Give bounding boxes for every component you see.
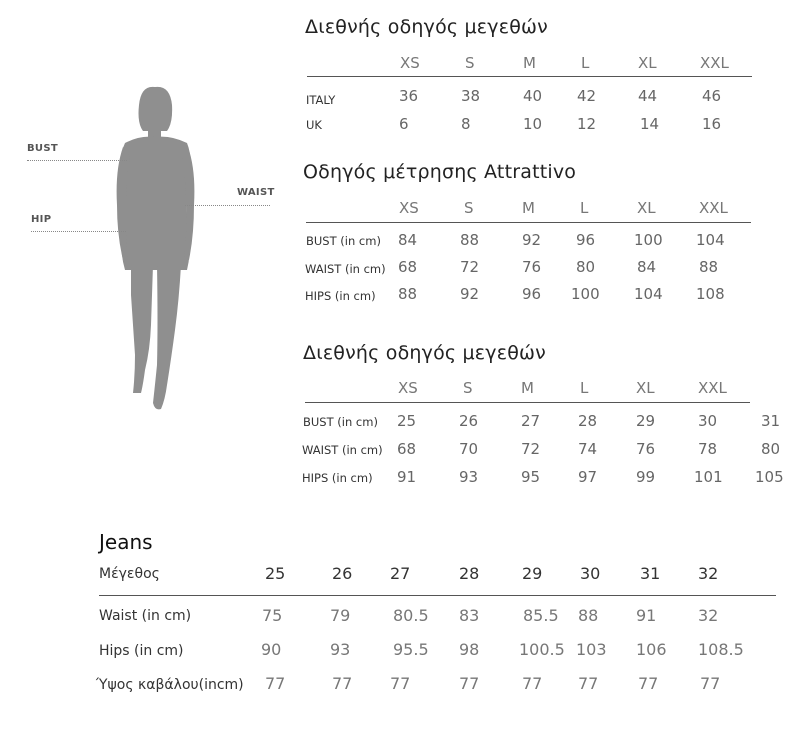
table-cell: 26 bbox=[459, 412, 479, 430]
table-cell: 99 bbox=[636, 468, 656, 486]
header-divider bbox=[307, 76, 752, 77]
table-title: Οδηγός μέτρησης Attrattivo bbox=[303, 161, 577, 183]
column-header: XS bbox=[400, 54, 420, 72]
table-cell: 46 bbox=[702, 87, 722, 105]
table-cell: 104 bbox=[696, 231, 725, 249]
column-header: L bbox=[580, 199, 589, 217]
table-cell: 84 bbox=[398, 231, 418, 249]
size-header-label: Μέγεθος bbox=[99, 566, 160, 582]
table-cell: 80.5 bbox=[393, 606, 429, 625]
header-divider bbox=[305, 402, 750, 403]
body-silhouette-image bbox=[95, 85, 220, 415]
table-cell: 16 bbox=[702, 115, 722, 133]
table-cell: 77 bbox=[459, 674, 480, 693]
table-cell: 28 bbox=[578, 412, 598, 430]
row-label: HIPS (in cm) bbox=[305, 289, 376, 303]
table-cell: 92 bbox=[522, 231, 542, 249]
table-cell: 44 bbox=[638, 87, 658, 105]
table-cell: 97 bbox=[578, 468, 598, 486]
column-header: XL bbox=[638, 54, 657, 72]
table-cell: 78 bbox=[698, 440, 718, 458]
table-cell: 88 bbox=[578, 606, 599, 625]
table-cell: 98 bbox=[459, 640, 480, 659]
column-header: XL bbox=[636, 379, 655, 397]
table-cell: 100 bbox=[571, 285, 600, 303]
table-cell: 10 bbox=[523, 115, 543, 133]
table-cell: 42 bbox=[577, 87, 597, 105]
row-label: BUST (in cm) bbox=[306, 234, 381, 248]
column-header: S bbox=[463, 379, 473, 397]
row-label: ITALY bbox=[306, 93, 336, 107]
table-cell: 88 bbox=[460, 231, 480, 249]
table-cell: 32 bbox=[698, 606, 719, 625]
table-cell: 90 bbox=[261, 640, 282, 659]
table-cell: 88 bbox=[699, 258, 719, 276]
column-header: M bbox=[522, 199, 535, 217]
row-label: Waist (in cm) bbox=[99, 608, 192, 624]
column-header: 25 bbox=[265, 564, 286, 583]
table-cell: 77 bbox=[638, 674, 659, 693]
hip-marker-label: HIP bbox=[31, 214, 52, 225]
column-header: 27 bbox=[390, 564, 411, 583]
table-cell: 70 bbox=[459, 440, 479, 458]
table-cell: 77 bbox=[700, 674, 721, 693]
hip-marker-line bbox=[31, 231, 126, 232]
table-cell: 105 bbox=[755, 468, 784, 486]
column-header: XS bbox=[398, 379, 418, 397]
table-cell: 80 bbox=[761, 440, 781, 458]
table-cell: 77 bbox=[578, 674, 599, 693]
table-cell: 8 bbox=[461, 115, 471, 133]
table-cell: 108.5 bbox=[698, 640, 744, 659]
table-cell: 29 bbox=[636, 412, 656, 430]
table-cell: 36 bbox=[399, 87, 419, 105]
table-cell: 91 bbox=[397, 468, 417, 486]
table-cell: 40 bbox=[523, 87, 543, 105]
table-cell: 68 bbox=[397, 440, 417, 458]
table-cell: 77 bbox=[265, 674, 286, 693]
table-cell: 106 bbox=[636, 640, 667, 659]
column-header: 30 bbox=[580, 564, 601, 583]
table-cell: 91 bbox=[636, 606, 657, 625]
table-cell: 103 bbox=[576, 640, 607, 659]
table-cell: 80 bbox=[576, 258, 596, 276]
row-label: WAIST (in cm) bbox=[302, 443, 383, 457]
column-header: XXL bbox=[699, 199, 728, 217]
column-header: 31 bbox=[640, 564, 661, 583]
table-cell: 77 bbox=[390, 674, 411, 693]
column-header: 29 bbox=[522, 564, 543, 583]
table-cell: 96 bbox=[522, 285, 542, 303]
bust-marker-label: BUST bbox=[27, 143, 58, 154]
column-header: XL bbox=[637, 199, 656, 217]
table-cell: 100.5 bbox=[519, 640, 565, 659]
table-cell: 27 bbox=[521, 412, 541, 430]
table-cell: 14 bbox=[640, 115, 660, 133]
table-cell: 101 bbox=[694, 468, 723, 486]
header-divider bbox=[99, 595, 776, 596]
table-cell: 104 bbox=[634, 285, 663, 303]
table-cell: 74 bbox=[578, 440, 598, 458]
table-cell: 76 bbox=[636, 440, 656, 458]
table-cell: 25 bbox=[397, 412, 417, 430]
row-label: Hips (in cm) bbox=[99, 643, 184, 659]
column-header: XXL bbox=[698, 379, 727, 397]
table-cell: 100 bbox=[634, 231, 663, 249]
row-label: WAIST (in cm) bbox=[305, 262, 386, 276]
column-header: S bbox=[465, 54, 475, 72]
table-cell: 108 bbox=[696, 285, 725, 303]
waist-marker-line bbox=[185, 205, 270, 206]
row-label: BUST (in cm) bbox=[303, 415, 378, 429]
table-cell: 83 bbox=[459, 606, 480, 625]
row-label: HIPS (in cm) bbox=[302, 471, 373, 485]
table-cell: 79 bbox=[330, 606, 351, 625]
table-cell: 6 bbox=[399, 115, 409, 133]
table-cell: 77 bbox=[522, 674, 543, 693]
column-header: M bbox=[521, 379, 534, 397]
column-header: L bbox=[581, 54, 590, 72]
table-cell: 31 bbox=[761, 412, 781, 430]
table-cell: 30 bbox=[698, 412, 718, 430]
column-header: 26 bbox=[332, 564, 353, 583]
table-cell: 77 bbox=[332, 674, 353, 693]
table-cell: 72 bbox=[460, 258, 480, 276]
column-header: 28 bbox=[459, 564, 480, 583]
column-header: XXL bbox=[700, 54, 729, 72]
table-cell: 92 bbox=[460, 285, 480, 303]
table-cell: 84 bbox=[637, 258, 657, 276]
waist-marker-label: WAIST bbox=[237, 187, 275, 198]
table-title: Διεθνής οδηγός μεγεθών bbox=[305, 16, 548, 38]
table-cell: 85.5 bbox=[523, 606, 559, 625]
table-cell: 12 bbox=[577, 115, 597, 133]
header-divider bbox=[306, 222, 751, 223]
column-header: S bbox=[464, 199, 474, 217]
table-cell: 95 bbox=[521, 468, 541, 486]
table-cell: 76 bbox=[522, 258, 542, 276]
table-cell: 93 bbox=[330, 640, 351, 659]
table-cell: 72 bbox=[521, 440, 541, 458]
table-cell: 96 bbox=[576, 231, 596, 249]
row-label: UK bbox=[306, 118, 322, 132]
column-header: M bbox=[523, 54, 536, 72]
table-cell: 38 bbox=[461, 87, 481, 105]
row-label: Ύψος καβάλου(incm) bbox=[96, 677, 244, 693]
table-cell: 93 bbox=[459, 468, 479, 486]
table-cell: 88 bbox=[398, 285, 418, 303]
table-cell: 68 bbox=[398, 258, 418, 276]
column-header: XS bbox=[399, 199, 419, 217]
table-title: Διεθνής οδηγός μεγεθών bbox=[303, 342, 546, 364]
bust-marker-line bbox=[27, 160, 127, 161]
column-header: L bbox=[580, 379, 589, 397]
table-cell: 75 bbox=[262, 606, 283, 625]
table-title: Jeans bbox=[99, 530, 153, 554]
column-header: 32 bbox=[698, 564, 719, 583]
table-cell: 95.5 bbox=[393, 640, 429, 659]
